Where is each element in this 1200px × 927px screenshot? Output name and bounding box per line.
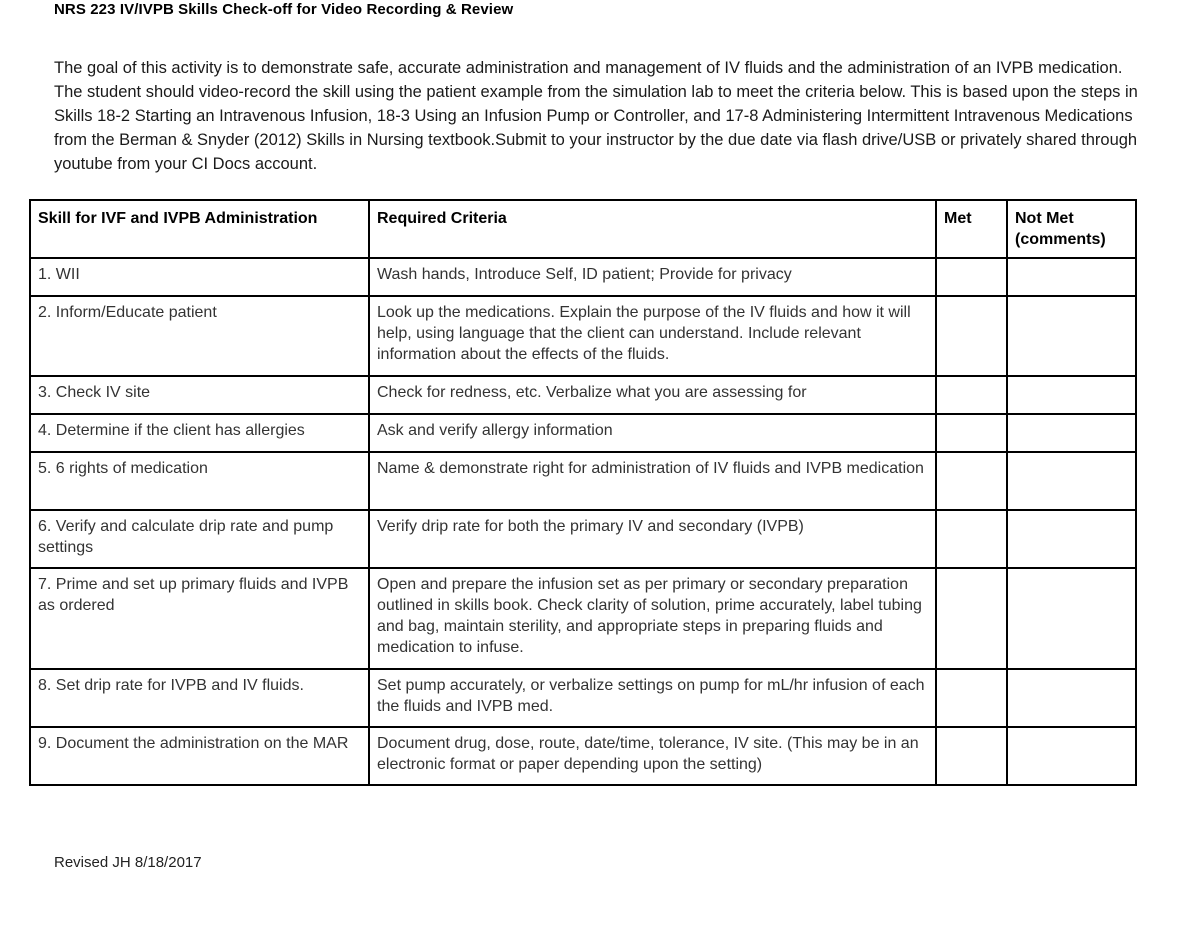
header-criteria: Required Criteria	[369, 200, 936, 258]
header-skill: Skill for IVF and IVPB Administration	[30, 200, 369, 258]
skill-cell: 3. Check IV site	[30, 376, 369, 414]
table-row	[30, 727, 1136, 785]
not-met-cell[interactable]	[1007, 568, 1136, 669]
met-cell[interactable]	[936, 669, 1007, 727]
table-header-row	[30, 200, 1136, 258]
skills-checkoff-table	[29, 199, 1137, 786]
met-cell[interactable]	[936, 510, 1007, 568]
table-row	[30, 414, 1136, 452]
met-cell[interactable]	[936, 452, 1007, 510]
not-met-cell[interactable]	[1007, 258, 1136, 296]
met-cell[interactable]	[936, 258, 1007, 296]
intro-paragraph: The goal of this activity is to demonstrate safe, accurate administration and management of IV fluids and the administration of an IVPB medication. The student should video-record the skill using the patient example from the simulation lab to meet the criteria below. This is based upon the steps in Skills 18-2 Starting an Intravenous Infusion, 18-3 Using an Infusion Pump or Controller, and 17-8 Administering Intermittent Intravenous Medications from the Berman & Snyder (2012) Skills in Nursing textbook.Submit to your instructor by the due date via flash drive/USB or privately shared through youtube from your CI Docs account.	[54, 59, 1138, 173]
skill-cell: 9. Document the administration on the MAR	[30, 727, 369, 785]
table-row	[30, 258, 1136, 296]
met-cell[interactable]	[936, 568, 1007, 669]
not-met-cell[interactable]	[1007, 452, 1136, 510]
criteria-cell: Verify drip rate for both the primary IV and secondary (IVPB)	[369, 510, 936, 568]
not-met-cell[interactable]	[1007, 727, 1136, 785]
document-title: NRS 223 IV/IVPB Skills Check-off for Video Recording & Review	[54, 1, 514, 18]
not-met-cell[interactable]	[1007, 510, 1136, 568]
criteria-cell: Check for redness, etc. Verbalize what you are assessing for	[369, 376, 936, 414]
criteria-cell: Ask and verify allergy information	[369, 414, 936, 452]
met-cell[interactable]	[936, 376, 1007, 414]
revision-note: Revised JH 8/18/2017	[54, 854, 202, 871]
skill-cell: 1. WII	[30, 258, 369, 296]
table-row	[30, 296, 1136, 376]
table-row	[30, 568, 1136, 669]
criteria-cell: Look up the medications. Explain the purpose of the IV fluids and how it will help, using language that the client can understand. Include relevant information about the effects of the fluids.	[369, 296, 936, 376]
table-row	[30, 376, 1136, 414]
table-row	[30, 669, 1136, 727]
table-row	[30, 510, 1136, 568]
criteria-cell: Document drug, dose, route, date/time, tolerance, IV site. (This may be in an electronic format or paper depending upon the setting)	[369, 727, 936, 785]
header-not-met: Not Met (comments)	[1007, 200, 1136, 258]
criteria-cell: Name & demonstrate right for administration of IV fluids and IVPB medication	[369, 452, 936, 510]
met-cell[interactable]	[936, 296, 1007, 376]
skill-cell: 7. Prime and set up primary fluids and IVPB as ordered	[30, 568, 369, 669]
not-met-cell[interactable]	[1007, 669, 1136, 727]
table-row	[30, 452, 1136, 510]
skill-cell: 5. 6 rights of medication	[30, 452, 369, 510]
met-cell[interactable]	[936, 414, 1007, 452]
met-cell[interactable]	[936, 727, 1007, 785]
skill-cell: 4. Determine if the client has allergies	[30, 414, 369, 452]
skill-cell: 8. Set drip rate for IVPB and IV fluids.	[30, 669, 369, 727]
not-met-cell[interactable]	[1007, 414, 1136, 452]
criteria-cell: Open and prepare the infusion set as per primary or secondary preparation outlined in skills book. Check clarity of solution, prime accurately, label tubing and bag, maintain sterility, and appropriate steps in preparing fluids and medication to infuse.	[369, 568, 936, 669]
criteria-cell: Set pump accurately, or verbalize settings on pump for mL/hr infusion of each the fluids and IVPB med.	[369, 669, 936, 727]
skill-cell: 6. Verify and calculate drip rate and pump settings	[30, 510, 369, 568]
not-met-cell[interactable]	[1007, 296, 1136, 376]
criteria-cell: Wash hands, Introduce Self, ID patient; Provide for privacy	[369, 258, 936, 296]
skill-cell: 2. Inform/Educate patient	[30, 296, 369, 376]
header-met: Met	[936, 200, 1007, 258]
not-met-cell[interactable]	[1007, 376, 1136, 414]
